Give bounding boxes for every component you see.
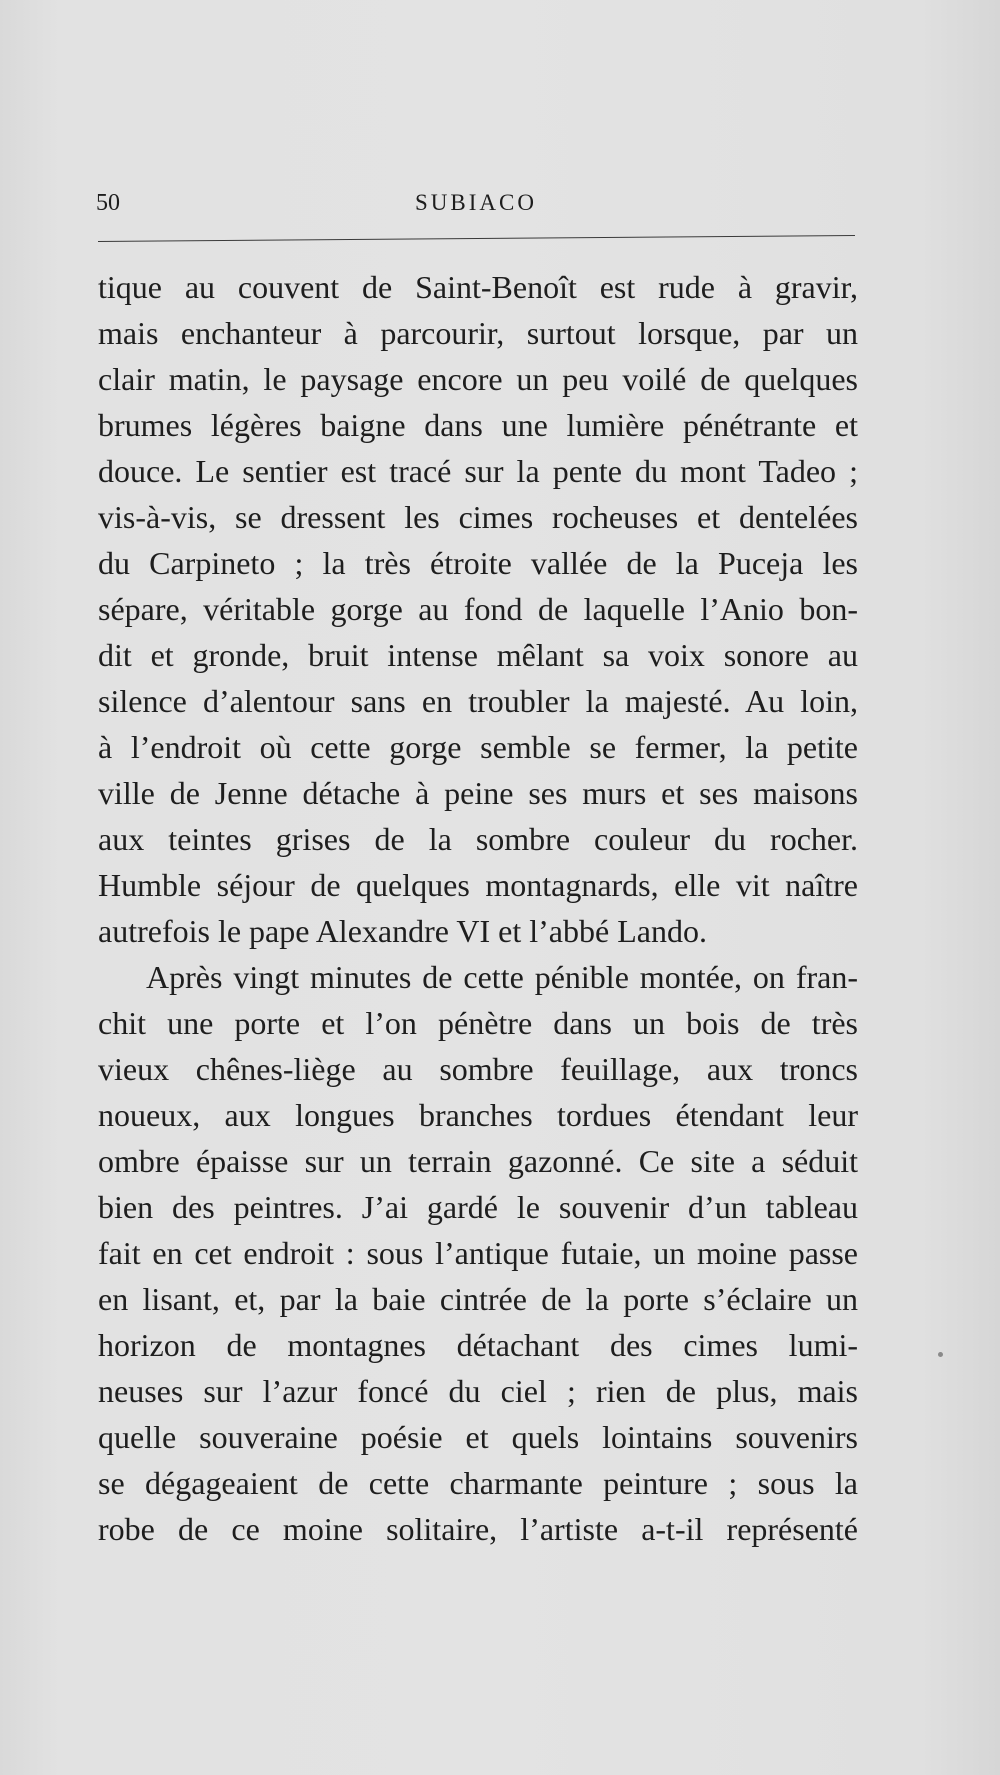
text-line: silence d’alentour sans en troubler la majesté. Au loin, [98, 683, 858, 719]
text-line: neuses sur l’azur foncé du ciel ; rien de plus, mais [98, 1373, 858, 1409]
text-line: quelle souveraine poésie et quels lointains souvenirs [98, 1419, 858, 1455]
text-line: vieux chênes-liège au sombre feuillage, aux troncs [98, 1051, 858, 1087]
text-line: à l’endroit où cette gorge semble se fermer, la petite [98, 729, 858, 765]
running-title: SUBIACO [415, 190, 537, 215]
text-line: douce. Le sentier est tracé sur la pente du mont Tadeo ; [98, 453, 858, 489]
text-line: noueux, aux longues branches tordues étendant leur [98, 1097, 858, 1133]
text-line: chit une porte et l’on pénètre dans un bois de très [98, 1005, 858, 1041]
text-line: ombre épaisse sur un terrain gazonné. Ce site a séduit [98, 1143, 858, 1179]
ink-speck [938, 1352, 943, 1357]
text-line: vis-à-vis, se dressent les cimes rocheuses et dentelées [98, 499, 858, 535]
text-line: ville de Jenne détache à peine ses murs et ses maisons [98, 775, 858, 811]
text-line: en lisant, et, par la baie cintrée de la porte s’éclaire un [98, 1281, 858, 1317]
text-line: du Carpineto ; la très étroite vallée de la Puceja les [98, 545, 858, 581]
text-line: mais enchanteur à parcourir, surtout lorsque, par un [98, 315, 858, 351]
text-line: sépare, véritable gorge au fond de laquelle l’Anio bon- [98, 591, 858, 627]
text-line: bien des peintres. J’ai gardé le souvenir d’un tableau [98, 1189, 858, 1225]
paragraph-end-line: autrefois le pape Alexandre VI et l’abbé Lando. [98, 913, 707, 949]
text-line: dit et gronde, bruit intense mêlant sa voix sonore au [98, 637, 858, 673]
text-line: tique au couvent de Saint-Benoît est rude à gravir, [98, 269, 858, 305]
header-rule [98, 235, 855, 242]
text-line: aux teintes grises de la sombre couleur du rocher. [98, 821, 858, 857]
body-text [98, 264, 858, 1552]
paragraph-start-line: Après vingt minutes de cette pénible montée, on fran- [146, 959, 858, 995]
running-head [96, 190, 856, 230]
text-line: fait en cet endroit : sous l’antique futaie, un moine passe [98, 1235, 858, 1271]
text-line: clair matin, le paysage encore un peu voilé de quelques [98, 361, 858, 397]
text-line: robe de ce moine solitaire, l’artiste a-t-il représenté [98, 1511, 858, 1547]
text-line: brumes légères baigne dans une lumière pénétrante et [98, 407, 858, 443]
text-line: se dégageaient de cette charmante peinture ; sous la [98, 1465, 858, 1501]
page-number: 50 [96, 190, 120, 216]
text-line: horizon de montagnes détachant des cimes lumi- [98, 1327, 858, 1363]
text-line: Humble séjour de quelques montagnards, elle vit naître [98, 867, 858, 903]
